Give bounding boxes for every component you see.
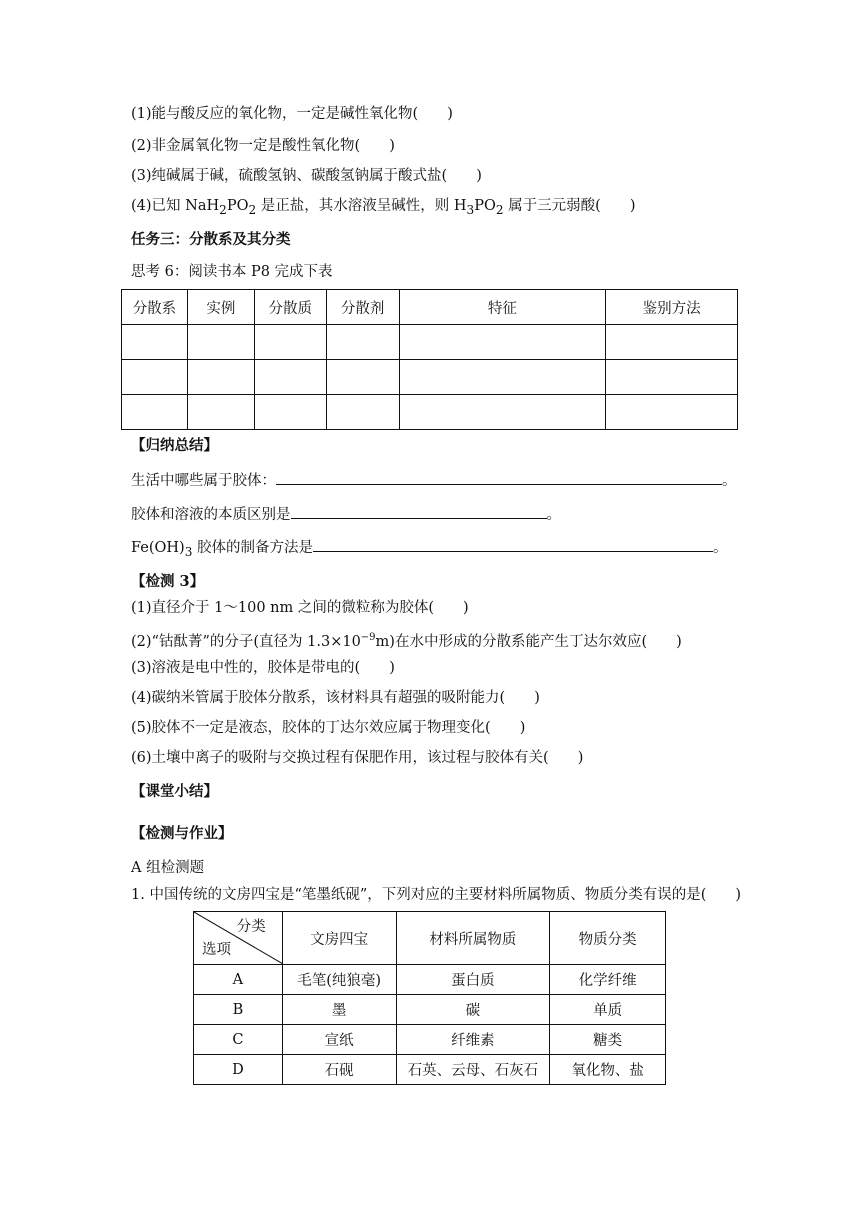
table-header: 分散剂 (326, 290, 399, 325)
table-row (122, 360, 738, 395)
dispersion-table (121, 289, 738, 430)
table-cell: 宣纸 (282, 1025, 396, 1055)
table-cell: 碳 (396, 995, 550, 1025)
question-2-3: (3)纯碱属于碱，硫酸氢钠、碳酸氢钠属于酸式盐( ) (131, 168, 482, 184)
table-header-row (194, 912, 666, 965)
table-cell: A (194, 965, 283, 995)
table-header: 鉴别方法 (606, 290, 738, 325)
table-header: 分散质 (254, 290, 326, 325)
table-cell: 糖类 (550, 1025, 666, 1055)
test3-question-1: (1)直径介于 1～100 nm 之间的微粒称为胶体( ) (131, 600, 469, 616)
table-cell: 纤维素 (396, 1025, 550, 1055)
task3-title: 任务三：分散系及其分类 (131, 231, 291, 248)
table-cell: 化学纤维 (550, 965, 666, 995)
homework-question-1: 1. 中国传统的文房四宝是“笔墨纸砚”，下列对应的主要材料所属物质、物质分类有误的是( ) (131, 887, 742, 903)
table-row (194, 1025, 666, 1055)
answer-blank[interactable] (313, 537, 713, 552)
summary-title: 【归纳总结】 (131, 437, 218, 454)
table-cell: 墨 (282, 995, 396, 1025)
table-header: 材料所属物质 (396, 912, 550, 965)
group-a-label: A 组检测题 (131, 860, 205, 876)
question-2-4: (4)已知 $NaH_2PO_2$ 是正盐，其水溶液呈碱性，则 $H_3PO_2$ 属于三元弱酸( ) (131, 198, 636, 217)
table-row (194, 1055, 666, 1085)
table-row (194, 965, 666, 995)
table-cell: 氧化物、盐 (550, 1055, 666, 1085)
table-header: 分散系 (122, 290, 188, 325)
homework-title: 【检测与作业】 (131, 825, 233, 842)
table-cell: 蛋白质 (396, 965, 550, 995)
table-cell: 毛笔(纯狼毫) (282, 965, 396, 995)
table-header-row (122, 290, 738, 325)
summary-line-3: $Fe(OH)_3$ 胶体的制备方法是 。 (131, 537, 728, 562)
four-treasures-table (193, 911, 666, 1085)
table-row (122, 325, 738, 360)
table-header: 文房四宝 (282, 912, 396, 965)
corner-label-bottom: 选项 (202, 942, 231, 958)
test3-question-5: (5)胶体不一定是液态，胶体的丁达尔效应属于物理变化( ) (131, 720, 526, 736)
table-row (194, 995, 666, 1025)
test3-question-4: (4)碳纳米管属于胶体分散系，该材料具有超强的吸附能力( ) (131, 690, 540, 706)
diagonal-header-cell (194, 912, 283, 965)
summary-line-1: 生活中哪些属于胶体： 。 (131, 470, 737, 491)
table-cell: 石砚 (282, 1055, 396, 1085)
test3-title: 【检测 3】 (131, 573, 205, 590)
table-cell: 单质 (550, 995, 666, 1025)
think6-text: 思考 6：阅读书本 P8 完成下表 (131, 264, 333, 280)
table-row (122, 395, 738, 430)
answer-blank[interactable] (276, 470, 722, 485)
class-summary-title: 【课堂小结】 (131, 783, 218, 800)
table-cell: B (194, 995, 283, 1025)
test3-question-3: (3)溶液是电中性的，胶体是带电的( ) (131, 660, 395, 676)
test3-question-2: (2)“钴酞菁”的分子(直径为 $1.3\times 10^{-9}m$)在水中形成的分散系能产生丁达尔效应( ) (131, 632, 682, 650)
answer-blank[interactable] (291, 504, 547, 519)
test3-question-6: (6)土壤中离子的吸附与交换过程有保肥作用，该过程与胶体有关( ) (131, 750, 584, 766)
table-cell: C (194, 1025, 283, 1055)
table-cell: 石英、云母、石灰石 (396, 1055, 550, 1085)
corner-label-top: 分类 (236, 919, 266, 935)
table-header: 特征 (399, 290, 606, 325)
table-cell: D (194, 1055, 283, 1085)
summary-line-2: 胶体和溶液的本质区别是 。 (131, 504, 561, 525)
question-2-2: (2)非金属氧化物一定是酸性氧化物( ) (131, 138, 395, 154)
question-2-1: (1)能与酸反应的氧化物，一定是碱性氧化物( ) (131, 106, 453, 122)
table-header: 物质分类 (550, 912, 666, 965)
table-header: 实例 (187, 290, 254, 325)
